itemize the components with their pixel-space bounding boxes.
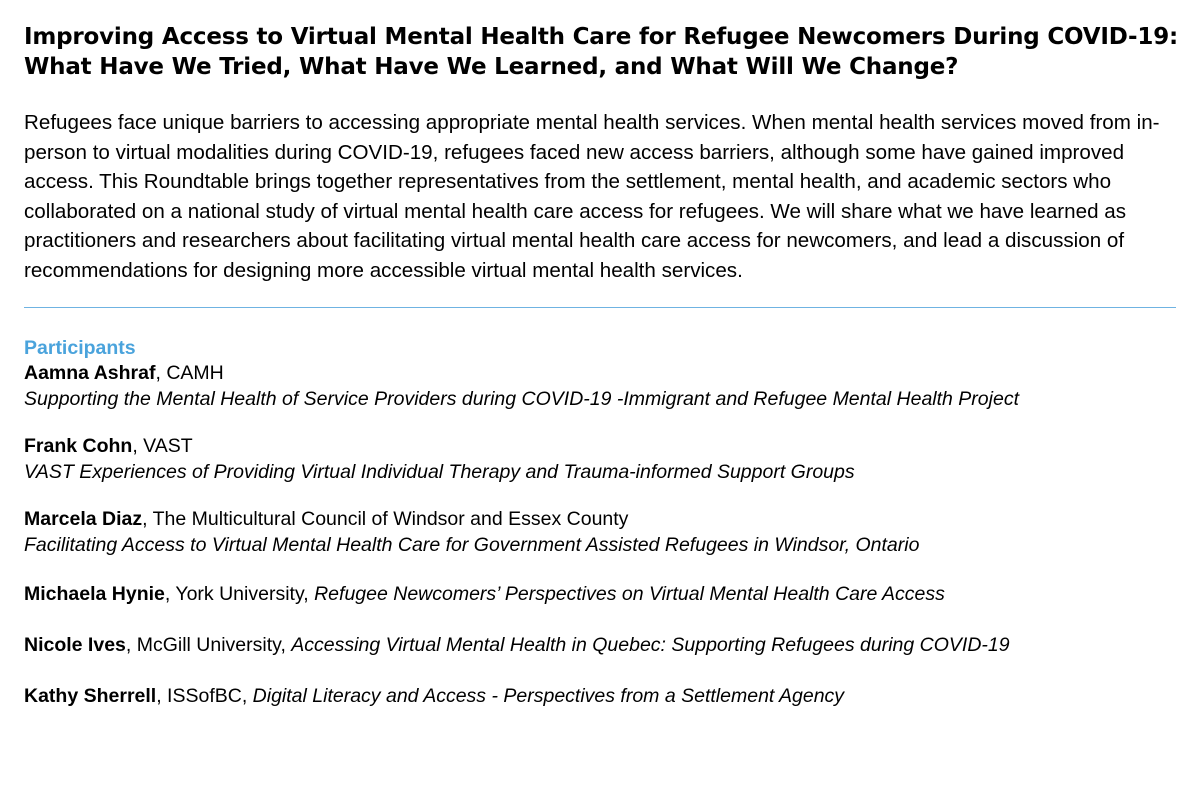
section-divider [24,307,1176,308]
participant-name: Marcela Diaz [24,507,143,530]
participant-entry [24,683,1176,709]
participant-name: Frank Cohn [24,434,133,457]
participant-entry [24,506,1176,558]
participant-entry [24,581,1176,607]
participant-name: Nicole Ives [24,633,126,656]
participant-talk-title: Digital Literacy and Access - Perspectives from a Settlement Agency [252,684,845,707]
participant-entry [24,433,1176,485]
participant-talk-title: Accessing Virtual Mental Health in Quebec: Supporting Refugees during COVID-19 [291,633,1010,656]
document-title: Improving Access to Virtual Mental Health Care for Refugee Newcomers During COVID-19: What Have We Tried, What Have We Learned, and What Will We Change? [24,24,1178,80]
participant-entry [24,360,1176,412]
participant-affiliation: , McGill University, [125,633,292,656]
participant-talk-title: Refugee Newcomers’ Perspectives on Virtual Mental Health Care Access [314,582,945,605]
participant-affiliation: , CAMH [155,361,224,384]
participant-affiliation: , York University, [164,582,315,605]
participant-affiliation: , The Multicultural Council of Windsor and Essex County [142,507,629,530]
participant-entry [24,632,1176,658]
participant-name: Aamna Ashraf [24,361,156,384]
participants-heading: Participants [24,336,136,359]
participant-affiliation: , ISSofBC, [156,684,253,707]
participants-list [24,360,1176,709]
participant-affiliation: , VAST [132,434,193,457]
abstract-paragraph: Refugees face unique barriers to accessing appropriate mental health services. When mental health services moved from in-person to virtual modalities during COVID-19, refugees faced new access barriers, although some have gained improved access. This Roundtable brings together representatives from the settlement, mental health, and academic sectors who collaborated on a national study of virtual mental health care access for refugees. We will share what we have learned as practitioners and researchers about facilitating virtual mental health care access for newcomers, and lead a discussion of recommendations for designing more accessible virtual mental health services. [24,111,1160,282]
participant-talk-title: VAST Experiences of Providing Virtual Individual Therapy and Trauma-informed Support Groups [24,460,855,483]
participant-name: Kathy Sherrell [24,684,157,707]
participant-talk-title: Facilitating Access to Virtual Mental Health Care for Government Assisted Refugees in Windsor, Ontario [24,533,920,556]
participant-talk-title: Supporting the Mental Health of Service Providers during COVID-19 -Immigrant and Refugee Mental Health Project [24,387,1019,410]
participant-name: Michaela Hynie [24,582,165,605]
